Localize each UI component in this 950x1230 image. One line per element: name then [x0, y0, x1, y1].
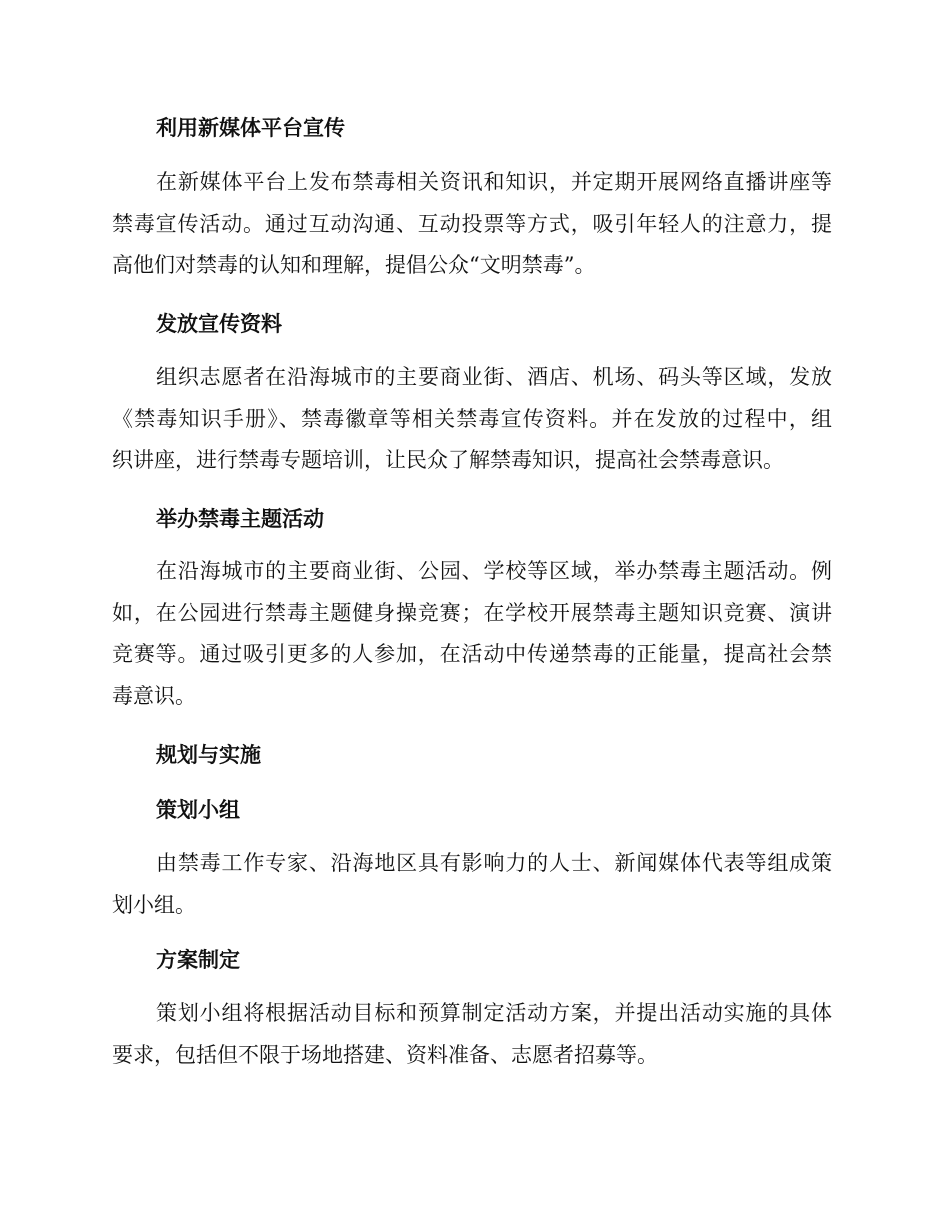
paragraph-line: 禁毒宣传活动。通过互动沟通、互动投票等方式，吸引年轻人的注意力，提 — [112, 211, 832, 236]
paragraph-line: 织讲座，进行禁毒专题培训，让民众了解禁毒知识，提高社会禁毒意识。 — [112, 448, 784, 472]
section-heading-planning-group: 策划小组 — [156, 798, 240, 822]
paragraph-line: 在新媒体平台上发布禁毒相关资讯和知识，并定期开展网络直播讲座等 — [156, 170, 832, 194]
section-heading-plan-formulation: 方案制定 — [156, 948, 240, 972]
paragraph-line: 在沿海城市的主要商业街、公园、学校等区域，举办禁毒主题活动。例 — [156, 559, 832, 583]
paragraph-line: 组织志愿者在沿海城市的主要商业街、酒店、机场、码头等区域，发放 — [156, 365, 832, 389]
section-heading-materials: 发放宣传资料 — [156, 312, 282, 336]
paragraph-line: 划小组。 — [112, 892, 196, 917]
paragraph-line: 竞赛等。通过吸引更多的人参加，在活动中传递禁毒的正能量，提高社会禁 — [112, 642, 832, 666]
paragraph-line: 《禁毒知识手册》、禁毒徽章等相关禁毒宣传资料。并在发放的过程中，组 — [112, 406, 832, 431]
paragraph-planning-group — [112, 843, 832, 926]
paragraph-theme-activities — [112, 551, 832, 717]
section-heading-planning: 规划与实施 — [156, 743, 261, 767]
paragraph-line: 如，在公园进行禁毒主题健身操竞赛；在学校开展禁毒主题知识竞赛、演讲 — [112, 600, 832, 625]
section-heading-theme-activities: 举办禁毒主题活动 — [156, 507, 324, 531]
paragraph-line: 高他们对禁毒的认知和理解，提倡公众“文明禁毒”。 — [112, 253, 596, 277]
section-heading-new-media: 利用新媒体平台宣传 — [156, 116, 345, 140]
paragraph-line: 策划小组将根据活动目标和预算制定活动方案，并提出活动实施的具体 — [156, 1001, 832, 1025]
paragraph-plan-formulation — [112, 993, 832, 1076]
paragraph-materials — [112, 357, 832, 482]
paragraph-line: 由禁毒工作专家、沿海地区具有影响力的人士、新闻媒体代表等组成策 — [156, 851, 832, 875]
paragraph-line: 毒意识。 — [112, 683, 196, 708]
paragraph-new-media — [112, 162, 832, 287]
paragraph-line: 要求，包括但不限于场地搭建、资料准备、志愿者招募等。 — [112, 1042, 658, 1067]
